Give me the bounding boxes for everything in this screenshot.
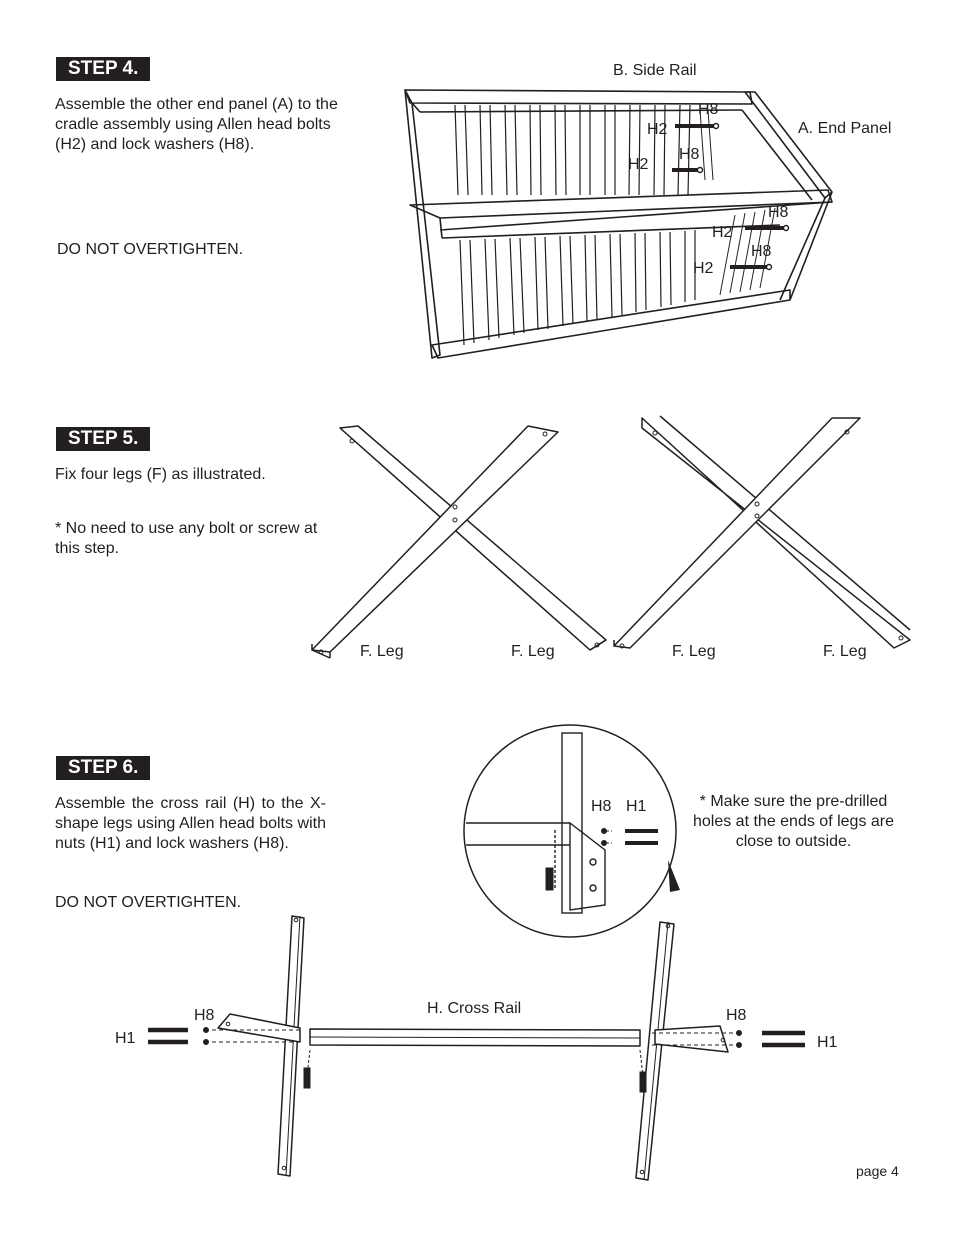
h8-label-1: H8 — [698, 101, 719, 118]
right-h1-label: H1 — [817, 1034, 838, 1051]
h8-label-4: H8 — [751, 243, 772, 260]
step-5-note: * No need to use any bolt or screw at this step. — [55, 520, 318, 557]
leg-label-2: F. Leg — [511, 643, 555, 660]
detail-h1-label: H1 — [626, 798, 647, 815]
step-4-badge: STEP 4. — [56, 57, 150, 81]
step-6-instructions: Assemble the cross rail (H) to the X-shape legs using Allen head bolts with nuts (H1) and lock washers (H8). — [55, 795, 326, 852]
step-6-note: * Make sure the pre-drilled holes at the ends of legs are close to outside. — [692, 793, 895, 850]
page-number: page 4 — [856, 1163, 899, 1179]
h2-label-1: H2 — [647, 121, 668, 138]
leg-label-4: F. Leg — [823, 643, 867, 660]
h8-label-2: H8 — [679, 146, 700, 163]
step-5-instructions: Fix four legs (F) as illustrated. — [55, 466, 266, 483]
detail-h8-label: H8 — [591, 798, 612, 815]
leg-label-3: F. Leg — [672, 643, 716, 660]
left-h8-label: H8 — [194, 1007, 215, 1024]
h2-label-2: H2 — [628, 156, 649, 173]
cross-rail-label: H. Cross Rail — [427, 1000, 522, 1017]
h2-label-3: H2 — [712, 224, 733, 241]
h8-label-3: H8 — [768, 204, 789, 221]
left-h1-label: H1 — [115, 1030, 136, 1047]
step-6-badge: STEP 6. — [56, 756, 150, 780]
step-5-badge: STEP 5. — [56, 427, 150, 451]
leg-label-1: F. Leg — [360, 643, 404, 660]
step-4-instructions: Assemble the other end panel (A) to the cradle assembly using Allen head bolts (H2) and lock washers (H8). — [55, 96, 338, 153]
h2-label-4: H2 — [693, 260, 714, 277]
right-h8-label: H8 — [726, 1007, 747, 1024]
step-4-warning: DO NOT OVERTIGHTEN. — [57, 241, 244, 258]
step-6-warning: DO NOT OVERTIGHTEN. — [55, 894, 242, 911]
end-panel-label: A. End Panel — [798, 120, 892, 137]
side-rail-label: B. Side Rail — [613, 62, 697, 79]
